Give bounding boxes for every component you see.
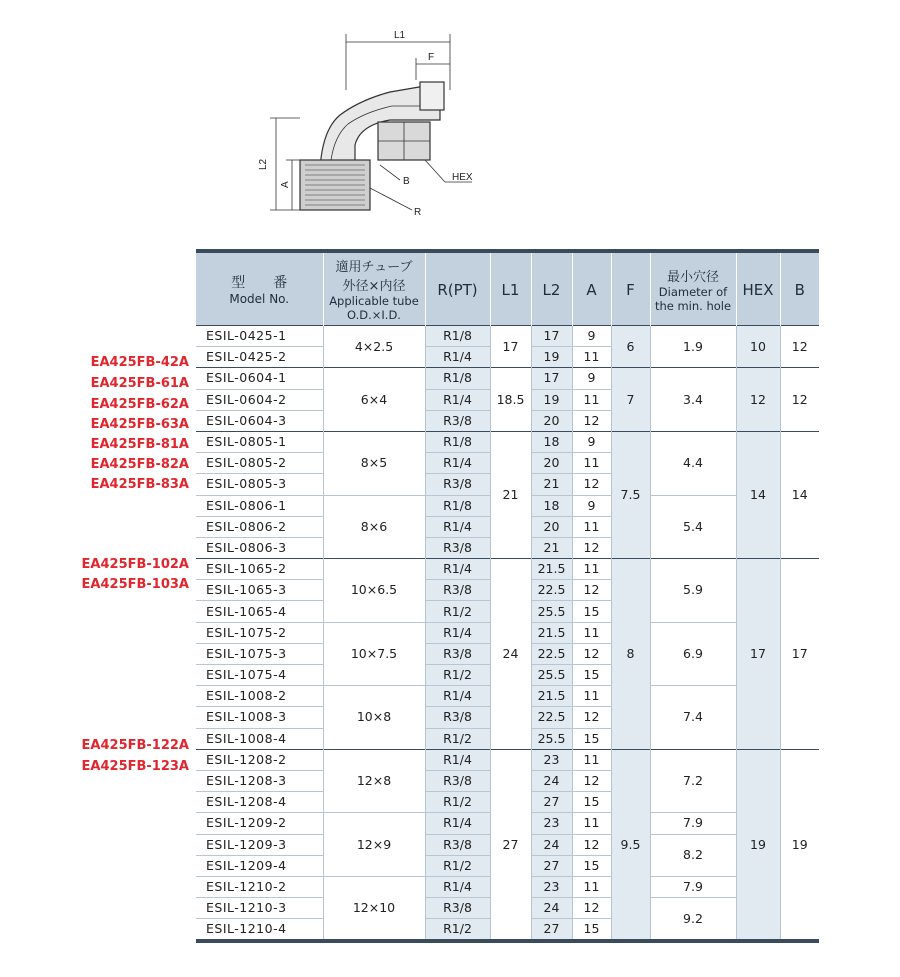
r-cell: R3/8 [425,474,490,495]
model-cell: ESIL-1008-4 [196,728,323,749]
header-b: B [780,251,819,326]
table-row [196,368,819,389]
r-cell: R1/8 [425,326,490,347]
a-cell: 11 [572,453,611,474]
l2-cell: 21 [531,474,572,495]
tube-cell: 12×9 [323,813,425,877]
header-hex: HEX [736,251,780,326]
r-cell: R1/2 [425,665,490,686]
r-cell: R1/4 [425,749,490,770]
table-row [196,431,819,452]
l2-cell: 27 [531,919,572,942]
tube-cell: 10×8 [323,686,425,750]
l1-cell: 18.5 [490,368,531,432]
header-hole: 最小穴径 Diameter of the min. hole [650,251,736,326]
l2-cell: 17 [531,326,572,347]
a-cell: 11 [572,622,611,643]
r-cell: R1/2 [425,792,490,813]
diagram-label-hex: HEX [452,172,473,183]
table-header-row [196,251,819,326]
hole-cell: 9.2 [650,898,736,942]
ea-code: EA425FB-62A [90,397,189,412]
table-row [196,559,819,580]
hex-cell: 12 [736,368,780,432]
l2-cell: 24 [531,834,572,855]
ea-code: EA425FB-81A [90,437,189,452]
ea-code: EA425FB-123A [81,759,189,774]
r-cell: R1/8 [425,368,490,389]
r-cell: R3/8 [425,898,490,919]
model-cell: ESIL-1075-3 [196,643,323,664]
b-cell: 17 [780,559,819,750]
r-cell: R3/8 [425,770,490,791]
l2-cell: 25.5 [531,601,572,622]
l2-cell: 20 [531,516,572,537]
model-cell: ESIL-1008-3 [196,707,323,728]
r-cell: R1/4 [425,622,490,643]
diagram-label-a: A [280,181,291,188]
a-cell: 11 [572,813,611,834]
r-cell: R1/4 [425,453,490,474]
a-cell: 11 [572,389,611,410]
hex-cell: 10 [736,326,780,368]
model-cell: ESIL-0604-2 [196,389,323,410]
r-cell: R1/2 [425,601,490,622]
b-cell: 19 [780,749,819,941]
a-cell: 11 [572,347,611,368]
a-cell: 12 [572,643,611,664]
ea-code: EA425FB-103A [81,577,189,592]
header-a: A [572,251,611,326]
header-f: F [611,251,650,326]
model-cell: ESIL-1209-3 [196,834,323,855]
ea-code: EA425FB-102A [81,557,189,572]
a-cell: 15 [572,792,611,813]
model-cell: ESIL-1075-2 [196,622,323,643]
r-cell: R1/4 [425,813,490,834]
l2-cell: 22.5 [531,707,572,728]
tube-cell: 10×7.5 [323,622,425,686]
tube-cell: 6×4 [323,368,425,432]
header-l2: L2 [531,251,572,326]
r-cell: R1/8 [425,431,490,452]
model-cell: ESIL-0805-2 [196,453,323,474]
r-cell: R1/4 [425,686,490,707]
a-cell: 11 [572,686,611,707]
tube-cell: 4×2.5 [323,326,425,368]
model-cell: ESIL-1065-3 [196,580,323,601]
model-cell: ESIL-0806-3 [196,537,323,558]
diagram-label-f: F [428,52,435,63]
hole-cell: 7.4 [650,686,736,750]
fitting-drawing [240,20,500,235]
diagram-label-l2: L2 [258,158,269,170]
model-cell: ESIL-1209-2 [196,813,323,834]
model-cell: ESIL-1065-4 [196,601,323,622]
l1-cell: 17 [490,326,531,368]
r-cell: R1/8 [425,495,490,516]
r-cell: R3/8 [425,580,490,601]
ea-code: EA425FB-42A [90,355,189,370]
l1-cell: 21 [490,431,531,558]
l2-cell: 21 [531,537,572,558]
hole-cell: 6.9 [650,622,736,686]
header-l1: L1 [490,251,531,326]
r-cell: R3/8 [425,834,490,855]
a-cell: 9 [572,431,611,452]
ea-code: EA425FB-63A [90,417,189,432]
a-cell: 11 [572,749,611,770]
l2-cell: 23 [531,813,572,834]
spec-table [196,249,819,943]
ea-code: EA425FB-61A [90,376,189,391]
f-cell: 6 [611,326,650,368]
hole-cell: 3.4 [650,368,736,432]
tube-cell: 10×6.5 [323,559,425,623]
l2-cell: 23 [531,876,572,897]
a-cell: 9 [572,368,611,389]
a-cell: 12 [572,580,611,601]
l2-cell: 24 [531,770,572,791]
l2-cell: 18 [531,495,572,516]
model-cell: ESIL-1208-3 [196,770,323,791]
diagram-label-l1: L1 [394,30,406,41]
model-cell: ESIL-1008-2 [196,686,323,707]
model-cell: ESIL-1210-2 [196,876,323,897]
a-cell: 9 [572,495,611,516]
diagram-label-b: B [403,176,410,187]
l2-cell: 23 [531,749,572,770]
r-cell: R3/8 [425,410,490,431]
f-cell: 7 [611,368,650,432]
a-cell: 12 [572,707,611,728]
a-cell: 12 [572,537,611,558]
diagram-label-r: R [414,207,422,218]
hole-cell: 1.9 [650,326,736,368]
a-cell: 12 [572,898,611,919]
r-cell: R1/2 [425,919,490,942]
model-cell: ESIL-1208-2 [196,749,323,770]
l2-cell: 18 [531,431,572,452]
b-cell: 14 [780,431,819,558]
hole-cell: 7.2 [650,749,736,813]
l2-cell: 25.5 [531,728,572,749]
l2-cell: 22.5 [531,580,572,601]
l2-cell: 20 [531,410,572,431]
b-cell: 12 [780,326,819,368]
model-cell: ESIL-0425-2 [196,347,323,368]
l2-cell: 19 [531,347,572,368]
l2-cell: 27 [531,792,572,813]
hole-cell: 8.2 [650,834,736,876]
model-cell: ESIL-1065-2 [196,559,323,580]
ea-code: EA425FB-82A [90,457,189,472]
r-cell: R1/2 [425,728,490,749]
hole-cell: 5.4 [650,495,736,559]
l2-cell: 22.5 [531,643,572,664]
l2-cell: 20 [531,453,572,474]
f-cell: 9.5 [611,749,650,941]
hole-cell: 5.9 [650,559,736,623]
a-cell: 12 [572,474,611,495]
l2-cell: 21.5 [531,559,572,580]
r-cell: R3/8 [425,643,490,664]
f-cell: 7.5 [611,431,650,558]
f-cell: 8 [611,559,650,750]
r-cell: R1/4 [425,389,490,410]
hole-cell: 7.9 [650,876,736,897]
tube-cell: 8×5 [323,431,425,495]
model-cell: ESIL-0805-3 [196,474,323,495]
model-cell: ESIL-0425-1 [196,326,323,347]
tube-cell: 12×10 [323,876,425,941]
a-cell: 12 [572,410,611,431]
l2-cell: 25.5 [531,665,572,686]
hole-cell: 7.9 [650,813,736,834]
r-cell: R3/8 [425,707,490,728]
l2-cell: 24 [531,898,572,919]
model-cell: ESIL-0604-1 [196,368,323,389]
l2-cell: 17 [531,368,572,389]
a-cell: 12 [572,770,611,791]
l2-cell: 19 [531,389,572,410]
model-cell: ESIL-1210-4 [196,919,323,942]
model-cell: ESIL-1208-4 [196,792,323,813]
model-cell: ESIL-0806-1 [196,495,323,516]
a-cell: 9 [572,326,611,347]
model-cell: ESIL-0604-3 [196,410,323,431]
hex-cell: 19 [736,749,780,941]
header-r: R(PT) [425,251,490,326]
a-cell: 15 [572,919,611,942]
a-cell: 15 [572,855,611,876]
hole-cell: 4.4 [650,431,736,495]
model-cell: ESIL-0806-2 [196,516,323,537]
r-cell: R1/4 [425,559,490,580]
header-model: 型 番 Model No. [196,251,323,326]
r-cell: R1/4 [425,876,490,897]
hex-cell: 14 [736,431,780,558]
tube-cell: 12×8 [323,749,425,813]
hex-cell: 17 [736,559,780,750]
a-cell: 15 [572,728,611,749]
r-cell: R1/2 [425,855,490,876]
ea-code: EA425FB-83A [90,477,189,492]
r-cell: R1/4 [425,516,490,537]
a-cell: 11 [572,559,611,580]
a-cell: 12 [572,834,611,855]
ea-code: EA425FB-122A [81,738,189,753]
r-cell: R3/8 [425,537,490,558]
l2-cell: 21.5 [531,622,572,643]
a-cell: 11 [572,516,611,537]
b-cell: 12 [780,368,819,432]
l1-cell: 27 [490,749,531,941]
model-cell: ESIL-1210-3 [196,898,323,919]
l2-cell: 27 [531,855,572,876]
header-tube: 適用チューブ 外径×内径 Applicable tube O.D.×I.D. [323,251,425,326]
r-cell: R1/4 [425,347,490,368]
model-cell: ESIL-1209-4 [196,855,323,876]
a-cell: 15 [572,601,611,622]
table-row [196,749,819,770]
l1-cell: 24 [490,559,531,750]
model-cell: ESIL-0805-1 [196,431,323,452]
l2-cell: 21.5 [531,686,572,707]
a-cell: 11 [572,876,611,897]
table-row [196,326,819,347]
model-cell: ESIL-1075-4 [196,665,323,686]
a-cell: 15 [572,665,611,686]
tube-cell: 8×6 [323,495,425,559]
